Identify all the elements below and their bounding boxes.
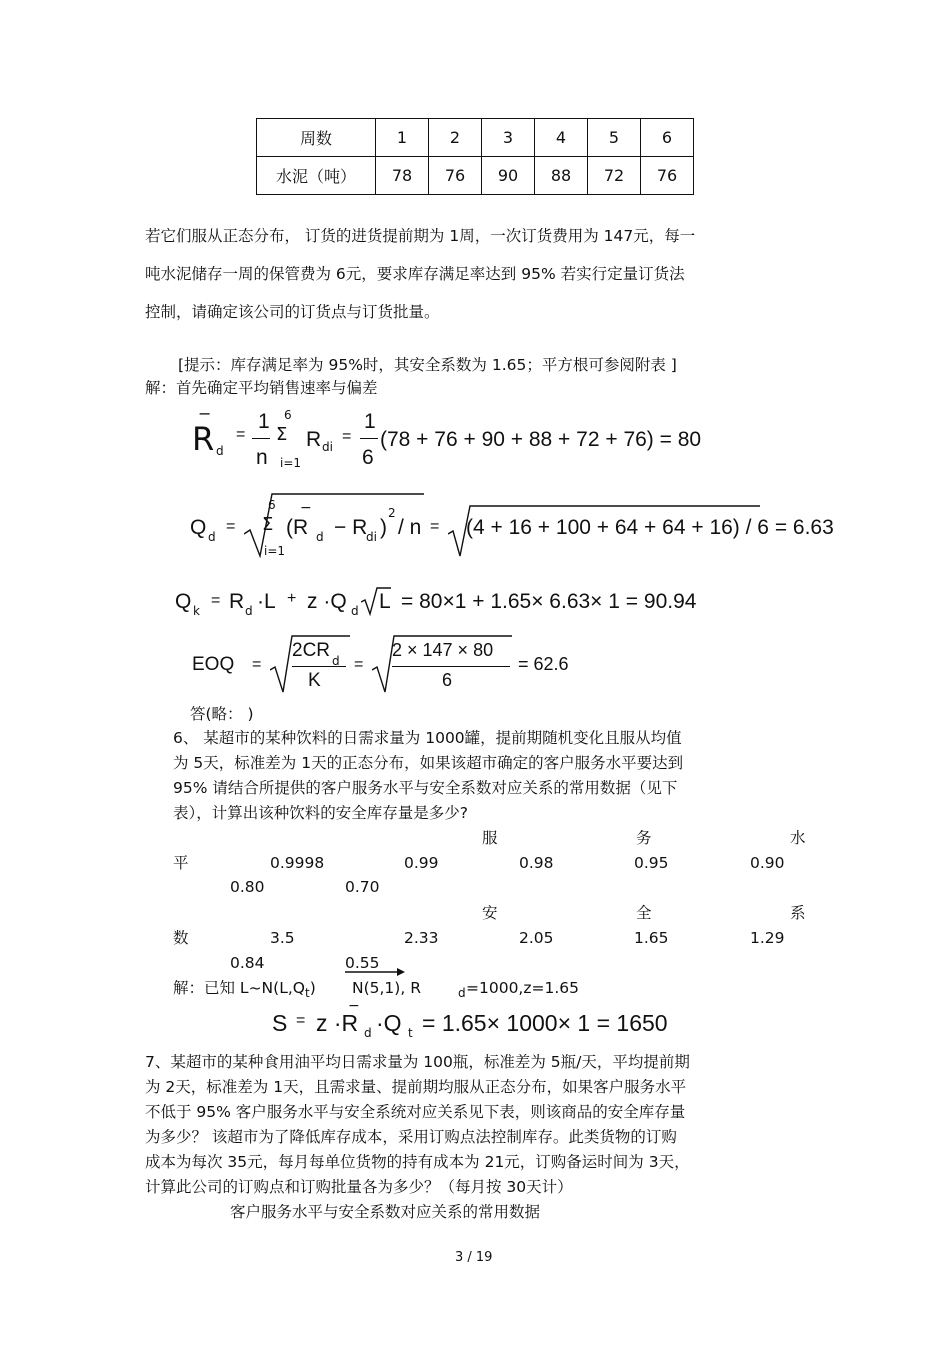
problem7-line3: 不低于 95% 客户服务水平与安全系统对应关系见下表，则该商品的安全库存量 (145, 1103, 686, 1121)
safety-value: 3.5 (270, 929, 295, 947)
problem6-line1: 6、 某超市的某种饮料的日需求量为 1000罐，提前期随机变化且服从均值 (173, 729, 682, 747)
eoq-label: EOQ (192, 654, 235, 675)
table-row (257, 119, 694, 157)
hint: [提示：库存满足率为 95%时，其安全系数为 1.65；平方根可参阅附表 ] (178, 356, 677, 374)
table-cell: 78 (376, 157, 429, 195)
problem6-line3: 95% 请结合所提供的客户服务水平与安全系数对应关系的常用数据（见下 (173, 779, 678, 797)
known-mid: N(5,1), R (352, 979, 421, 997)
problem5-line2: 吨水泥储存一周的保管费为 6元，要求库存满足率达到 95% 若实行定量订货法 (145, 265, 685, 283)
safety-char: 全 (636, 904, 652, 922)
service-char: 务 (636, 829, 652, 847)
service-char: 水 (790, 829, 806, 847)
service-value: 0.90 (750, 854, 785, 872)
table-cell: 72 (588, 157, 641, 195)
eoq-denominator: 6 (442, 670, 453, 690)
safety-char: 数 (173, 929, 189, 947)
mean-rate-rhs: (78 + 76 + 90 + 88 + 72 + 76) = 80 (380, 428, 702, 451)
table-caption: 客户服务水平与安全系数对应关系的常用数据 (230, 1203, 541, 1221)
safety-value: 2.05 (519, 929, 554, 947)
table-row (257, 157, 694, 195)
safety-value: 1.29 (750, 929, 785, 947)
service-char: 服 (482, 829, 498, 847)
table-cell: 90 (482, 157, 535, 195)
service-value: 0.98 (519, 854, 554, 872)
arrow-icon (345, 966, 405, 978)
std-dev-rhs: (4 + 16 + 100 + 64 + 64 + 16) / 6 = 6.63 (466, 516, 834, 539)
safety-value: 2.33 (404, 929, 439, 947)
formula-std-dev: Q d = 6 Σ i=1 (R − d − R di ) 2 / n = (4 + 16 + 100 + 64 + 64 + 16) / 6 = 6.63 (190, 492, 840, 562)
problem7-line1: 7、某超市的某种食用油平均日需求量为 100瓶，标准差为 5瓶/天，平均提前期 (145, 1053, 690, 1071)
table-cell: 76 (641, 157, 694, 195)
safety-stock-rhs: = 1.65× 1000× 1 = 1650 (422, 1010, 668, 1036)
known-end: =1000,z=1.65 (466, 979, 579, 997)
formula-mean-rate: R − d = 1 n 6 Σ i=1 R di = 1 6 (78 + 76 + 90 + 88 + 72 + 76) = 80 (192, 404, 702, 470)
table-cell: 2 (429, 119, 482, 157)
table-cell: 4 (535, 119, 588, 157)
answer: 答(略： ) (190, 705, 254, 723)
safety-value: 1.65 (634, 929, 669, 947)
service-char: 平 (173, 854, 189, 872)
safety-char: 安 (482, 904, 498, 922)
problem5-line3: 控制，请确定该公司的订货点与订货批量。 (145, 303, 440, 321)
table-cell: 76 (429, 157, 482, 195)
safety-char: 系 (790, 904, 806, 922)
service-value: 0.80 (230, 878, 265, 896)
formula-safety-stock: S = z ·R − d ·Q t = 1.65× 1000× 1 = 1650 (272, 998, 668, 1040)
service-value: 0.99 (404, 854, 439, 872)
problem7-line5: 成本为每次 35元，每月每单位货物的持有成本为 21元，订购备运时间为 3天， (145, 1153, 690, 1171)
eoq-result: = 62.6 (518, 654, 569, 674)
table-header-label: 周数 (257, 119, 376, 157)
table-row-label: 水泥（吨） (257, 157, 376, 195)
problem7-line6: 计算此公司的订购点和订购批量各为多少？（每月按 30天计） (145, 1178, 573, 1196)
problem7-line2: 为 2天，标准差为 1天，且需求量、提前期均服从正态分布，如果客户服务水平 (145, 1078, 687, 1096)
solution-intro: 解：首先确定平均销售速率与偏差 (145, 379, 378, 397)
table-cell: 1 (376, 119, 429, 157)
weekly-cement-table (256, 118, 694, 195)
problem5-line1: 若它们服从正态分布， 订货的进货提前期为 1周，一次订货费用为 147元，每一 (145, 227, 696, 245)
known-line: 解：已知 $L\sim N(L,Q_t)$ (173, 979, 316, 1000)
safety-value: 0.84 (230, 954, 265, 972)
problem6-line2: 为 5天，标准差为 1天的正态分布，如果该超市确定的客户服务水平要达到 (173, 754, 684, 772)
table-cell: 6 (641, 119, 694, 157)
order-point-rhs: = 80×1 + 1.65× 6.63× 1 = 90.94 (401, 590, 697, 613)
problem7-line4: 为多少？ 该超市为了降低库存成本，采用订购点法控制库存。此类货物的订购 (145, 1128, 677, 1146)
page-number: 3 / 19 (455, 1250, 493, 1265)
eoq-numerator: 2 × 147 × 80 (392, 640, 494, 660)
service-value: 0.9998 (270, 854, 325, 872)
service-value: 0.95 (634, 854, 669, 872)
table-cell: 5 (588, 119, 641, 157)
table-cell: 88 (535, 157, 588, 195)
formula-order-point: Q k = R d ·L + z ·Q d L = 80×1 + 1.65× 6.63× 1 = 90.94 (175, 586, 775, 626)
known-prefix: 解：已知 L~N(L,Q (173, 979, 305, 997)
formula-eoq: EOQ = 2CR d K = 2 × 147 × 80 6 = 62.6 (192, 634, 612, 696)
service-value: 0.70 (345, 878, 380, 896)
problem6-line4: 表），计算出该种饮料的安全库存量是多少? (173, 804, 468, 822)
safety-value: 0.55 (345, 954, 380, 972)
table-cell: 3 (482, 119, 535, 157)
